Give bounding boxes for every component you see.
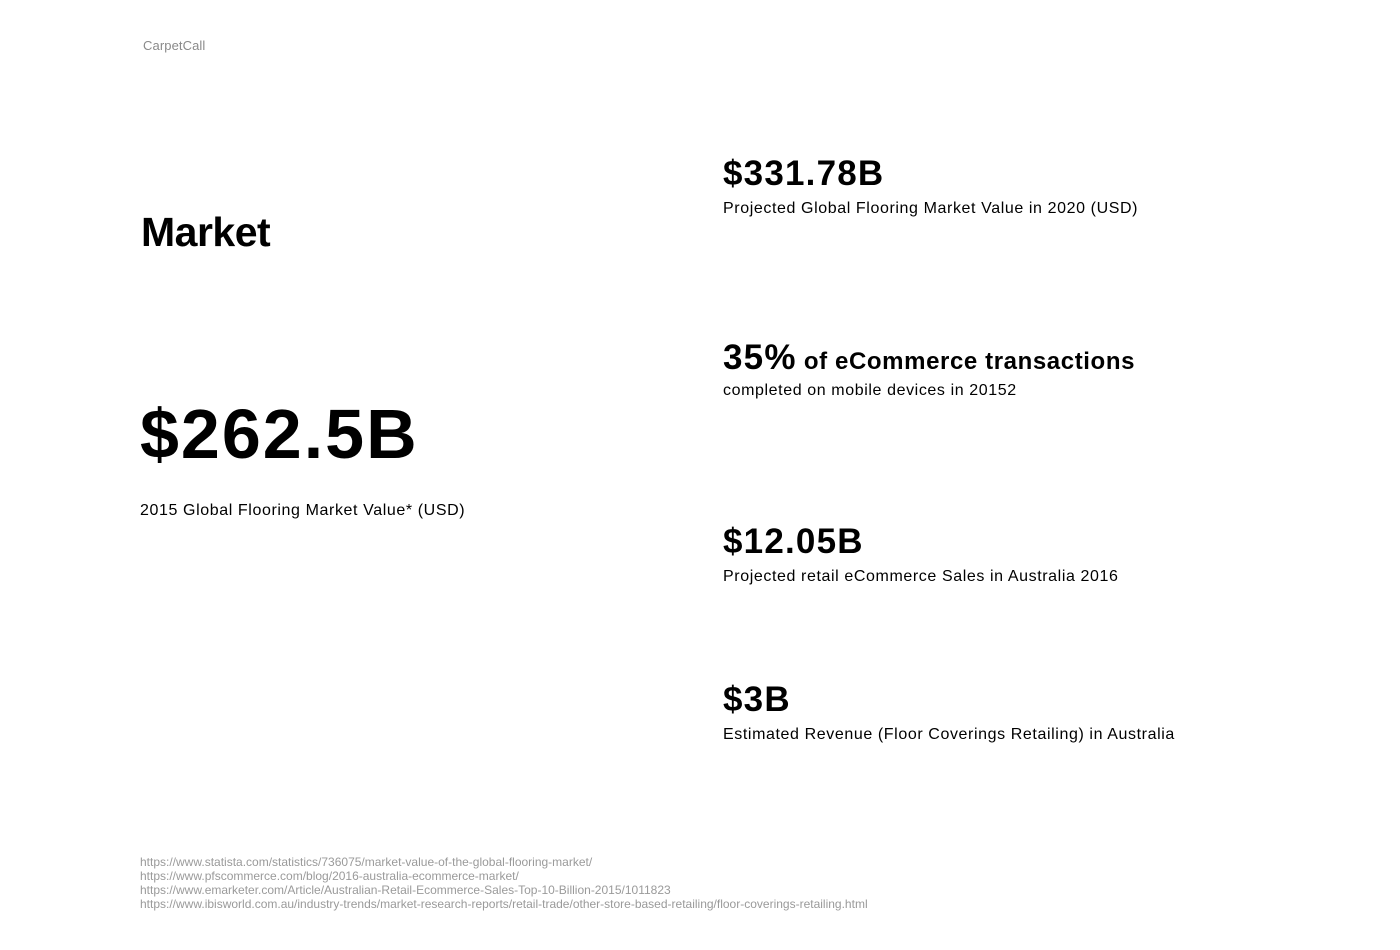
stat-suffix: of eCommerce transactions — [796, 348, 1136, 375]
stat-value — [723, 153, 1138, 195]
sources-list — [140, 855, 868, 911]
stat-block-mobile-share — [723, 337, 1135, 402]
hero-stat-caption: 2015 Global Flooring Market Value* (USD) — [140, 502, 466, 519]
stat-block-au-floor-revenue — [723, 679, 1175, 746]
source-link[interactable]: https://www.emarketer.com/Article/Australian-Retail-Ecommerce-Sales-Top-10-Billion-2015/1011823 — [140, 883, 671, 897]
hero-stat-value: $262.5B — [140, 395, 419, 473]
section-title: Market — [141, 209, 271, 255]
stat-caption: Projected Global Flooring Market Value in 2020 (USD) — [723, 200, 1139, 217]
source-link[interactable]: https://www.pfscommerce.com/blog/2016-australia-ecommerce-market/ — [140, 869, 519, 883]
source-link[interactable]: https://www.statista.com/statistics/736075/market-value-of-the-global-flooring-market/ — [140, 855, 593, 869]
stat-caption: completed on mobile devices in 20152 — [723, 382, 1017, 399]
stat-number: 35% — [723, 338, 797, 377]
stat-number: $12.05B — [723, 522, 864, 561]
stat-caption: Projected retail eCommerce Sales in Australia 2016 — [723, 568, 1119, 585]
stat-number: $331.78B — [723, 154, 885, 193]
source-link[interactable]: https://www.ibisworld.com.au/industry-trends/market-research-reports/retail-trade/other-store-based-retailing/floor-coverings-retailing.html — [140, 897, 868, 911]
brand-logo-text: CarpetCall — [143, 38, 206, 53]
stat-block-global-2020 — [723, 153, 1138, 220]
stat-value — [723, 679, 1175, 721]
stat-number: $3B — [723, 680, 791, 719]
stat-value — [723, 521, 1119, 563]
stat-block-au-ecommerce — [723, 521, 1119, 588]
stat-caption: Estimated Revenue (Floor Coverings Retailing) in Australia — [723, 726, 1175, 743]
stat-value — [723, 337, 1135, 379]
